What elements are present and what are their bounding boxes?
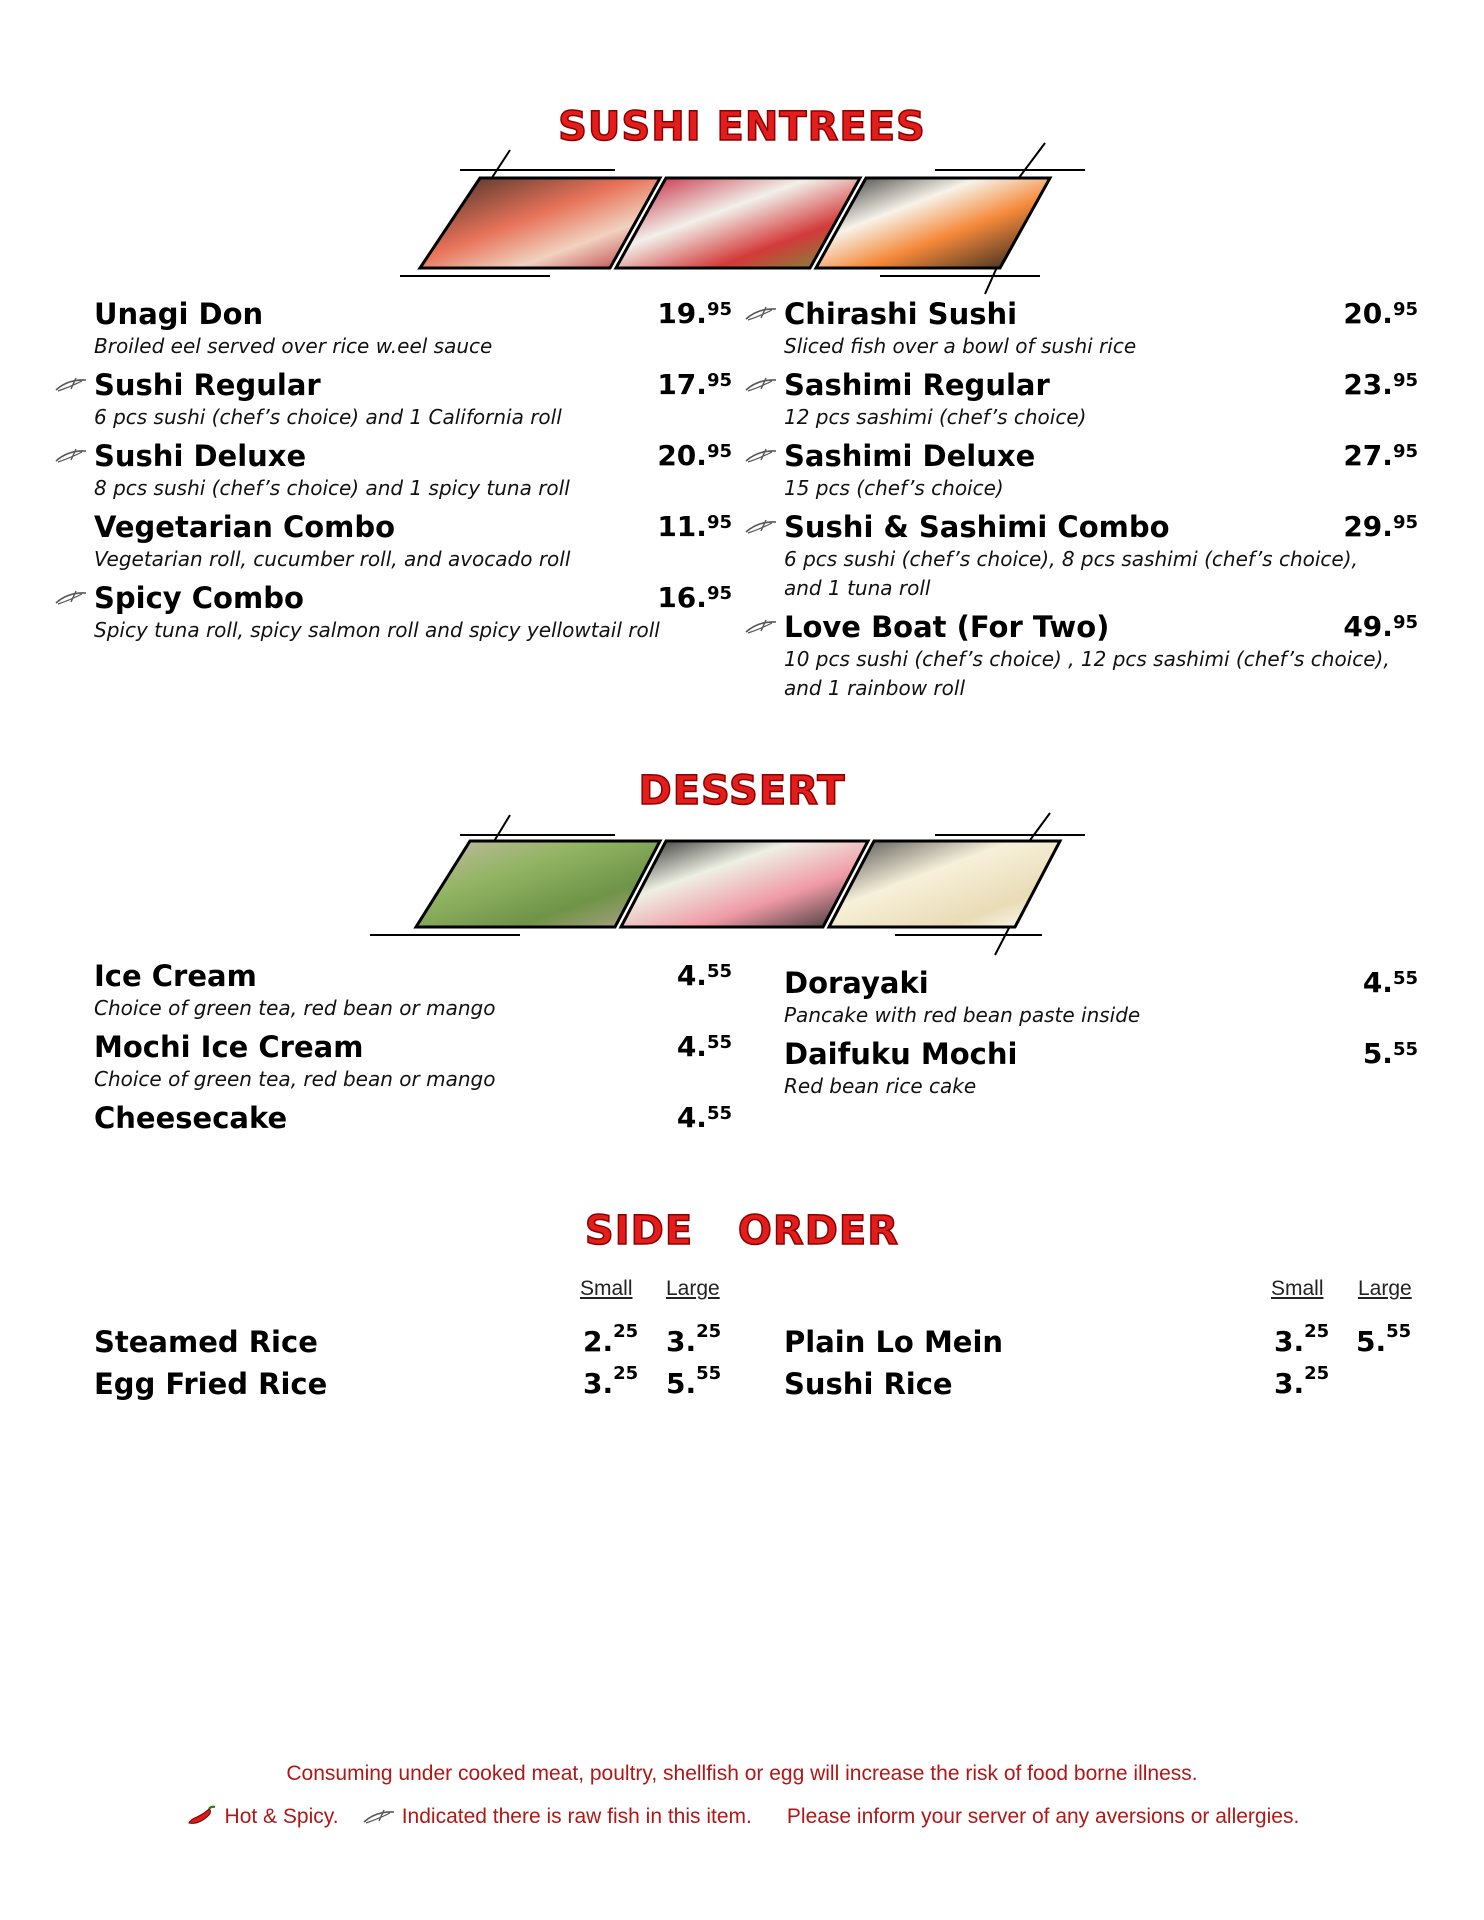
item-price: 23.95 [1343,368,1418,401]
dessert-left-column [94,958,732,1140]
menu-item [94,958,732,1029]
item-name: Mochi Ice Cream [94,1030,364,1064]
menu-item [94,438,732,509]
small-size-header: Small [1271,1277,1324,1300]
menu-item [784,296,1418,367]
item-price: 4.55 [676,1030,732,1063]
item-name: Sushi Regular [94,368,321,402]
side-item-name: Steamed Rice [94,1325,318,1359]
raw-fish-icon [744,519,778,535]
item-price: 20.95 [1343,297,1418,330]
sushi-right-column [784,296,1418,709]
item-name: Daifuku Mochi [784,1037,1018,1071]
large-size-header: Large [1358,1277,1412,1300]
item-description: Pancake with red bean paste inside [784,1003,1141,1027]
item-name: Chirashi Sushi [784,297,1018,331]
menu-item [94,296,732,367]
sushi-photo-banner [370,138,1090,298]
item-description: Sliced fish over a bowl of sushi rice [784,334,1137,358]
side-item-name: Plain Lo Mein [784,1325,1004,1359]
item-description: Red bean rice cake [784,1074,977,1098]
item-price: 4.55 [1362,966,1418,999]
item-description: 10 pcs sushi (chef’s choice) , 12 pcs sashimi (chef’s choice), [784,647,1390,671]
item-price: 5.55 [1362,1037,1418,1070]
menu-item [784,367,1418,438]
item-description: Vegetarian roll, cucumber roll, and avocado roll [94,547,571,571]
item-name: Sushi & Sashimi Combo [784,510,1170,544]
item-price: 49.95 [1343,610,1418,643]
item-price: 4.55 [676,1101,732,1134]
side-large-price: 3.25 [666,1321,722,1358]
raw-fish-icon [744,377,778,393]
item-name: Unagi Don [94,297,264,331]
side-item-name: Sushi Rice [784,1367,953,1401]
item-description: 12 pcs sashimi (chef’s choice) [784,405,1087,429]
item-price: 27.95 [1343,439,1418,472]
item-name: Sushi Deluxe [94,439,307,473]
dessert-photo-banner [370,805,1090,965]
item-price: 19.95 [657,297,732,330]
menu-item [94,367,732,438]
item-description: 6 pcs sushi (chef’s choice) and 1 California roll [94,405,562,429]
food-safety-warning: Consuming under cooked meat, poultry, shellfish or egg will increase the risk of food borne illness. [286,1762,1198,1785]
item-description-cont: and 1 rainbow roll [784,676,965,700]
raw-fish-icon [744,448,778,464]
item-description: Spicy tuna roll, spicy salmon roll and spicy yellowtail roll [94,618,660,642]
menu-item [94,509,732,580]
side-large-price: 5.55 [666,1363,722,1400]
hot-pepper-icon [185,1805,219,1827]
sushi-section-title: SUSHI ENTREES [558,104,926,150]
item-name: Spicy Combo [94,581,304,615]
item-description: 15 pcs (chef’s choice) [784,476,1004,500]
sushi-left-column [94,296,732,651]
small-size-header: Small [580,1277,633,1300]
item-description: Choice of green tea, red bean or mango [94,1067,496,1091]
menu-item [94,1100,732,1140]
menu-item [784,438,1418,509]
hot-spicy-legend: Hot & Spicy. [224,1805,339,1828]
item-price: 29.95 [1343,510,1418,543]
item-description: Broiled eel served over rice w.eel sauce [94,334,493,358]
item-name: Ice Cream [94,959,257,993]
side-order-section-title: SIDE ORDER [584,1208,900,1254]
dessert-right-column [784,965,1418,1107]
side-small-price: 3.25 [1274,1363,1330,1400]
menu-item [784,509,1418,609]
item-price: 20.95 [657,439,732,472]
item-price: 4.55 [676,959,732,992]
side-small-price: 2.25 [583,1321,639,1358]
item-description: 6 pcs sushi (chef’s choice), 8 pcs sashimi (chef’s choice), [784,547,1358,571]
item-price: 11.95 [657,510,732,543]
menu-item [94,580,732,651]
side-small-price: 3.25 [583,1363,639,1400]
menu-item [784,965,1418,1036]
item-price: 17.95 [657,368,732,401]
item-name: Sashimi Deluxe [784,439,1036,473]
side-item-name: Egg Fried Rice [94,1367,328,1401]
side-small-price: 3.25 [1274,1321,1330,1358]
item-description-cont: and 1 tuna roll [784,576,931,600]
raw-fish-legend: Indicated there is raw fish in this item. [401,1805,752,1828]
legend-line [0,1805,1484,1829]
menu-item [784,1036,1418,1107]
item-description: Choice of green tea, red bean or mango [94,996,496,1020]
allergy-note: Please inform your server of any aversions or allergies. [786,1805,1300,1828]
item-name: Vegetarian Combo [94,510,396,544]
menu-item [784,609,1418,709]
item-price: 16.95 [657,581,732,614]
item-name: Dorayaki [784,966,929,1000]
raw-fish-icon [54,448,88,464]
item-name: Love Boat (For Two) [784,610,1110,644]
item-description: 8 pcs sushi (chef’s choice) and 1 spicy tuna roll [94,476,570,500]
item-name: Cheesecake [94,1101,288,1135]
menu-item [94,1029,732,1100]
raw-fish-icon [362,1809,396,1825]
raw-fish-icon [54,590,88,606]
raw-fish-icon [744,306,778,322]
dessert-section-title: DESSERT [638,768,846,814]
raw-fish-icon [744,619,778,635]
large-size-header: Large [666,1277,720,1300]
raw-fish-icon [54,377,88,393]
item-name: Sashimi Regular [784,368,1050,402]
side-large-price: 5.55 [1356,1321,1412,1358]
